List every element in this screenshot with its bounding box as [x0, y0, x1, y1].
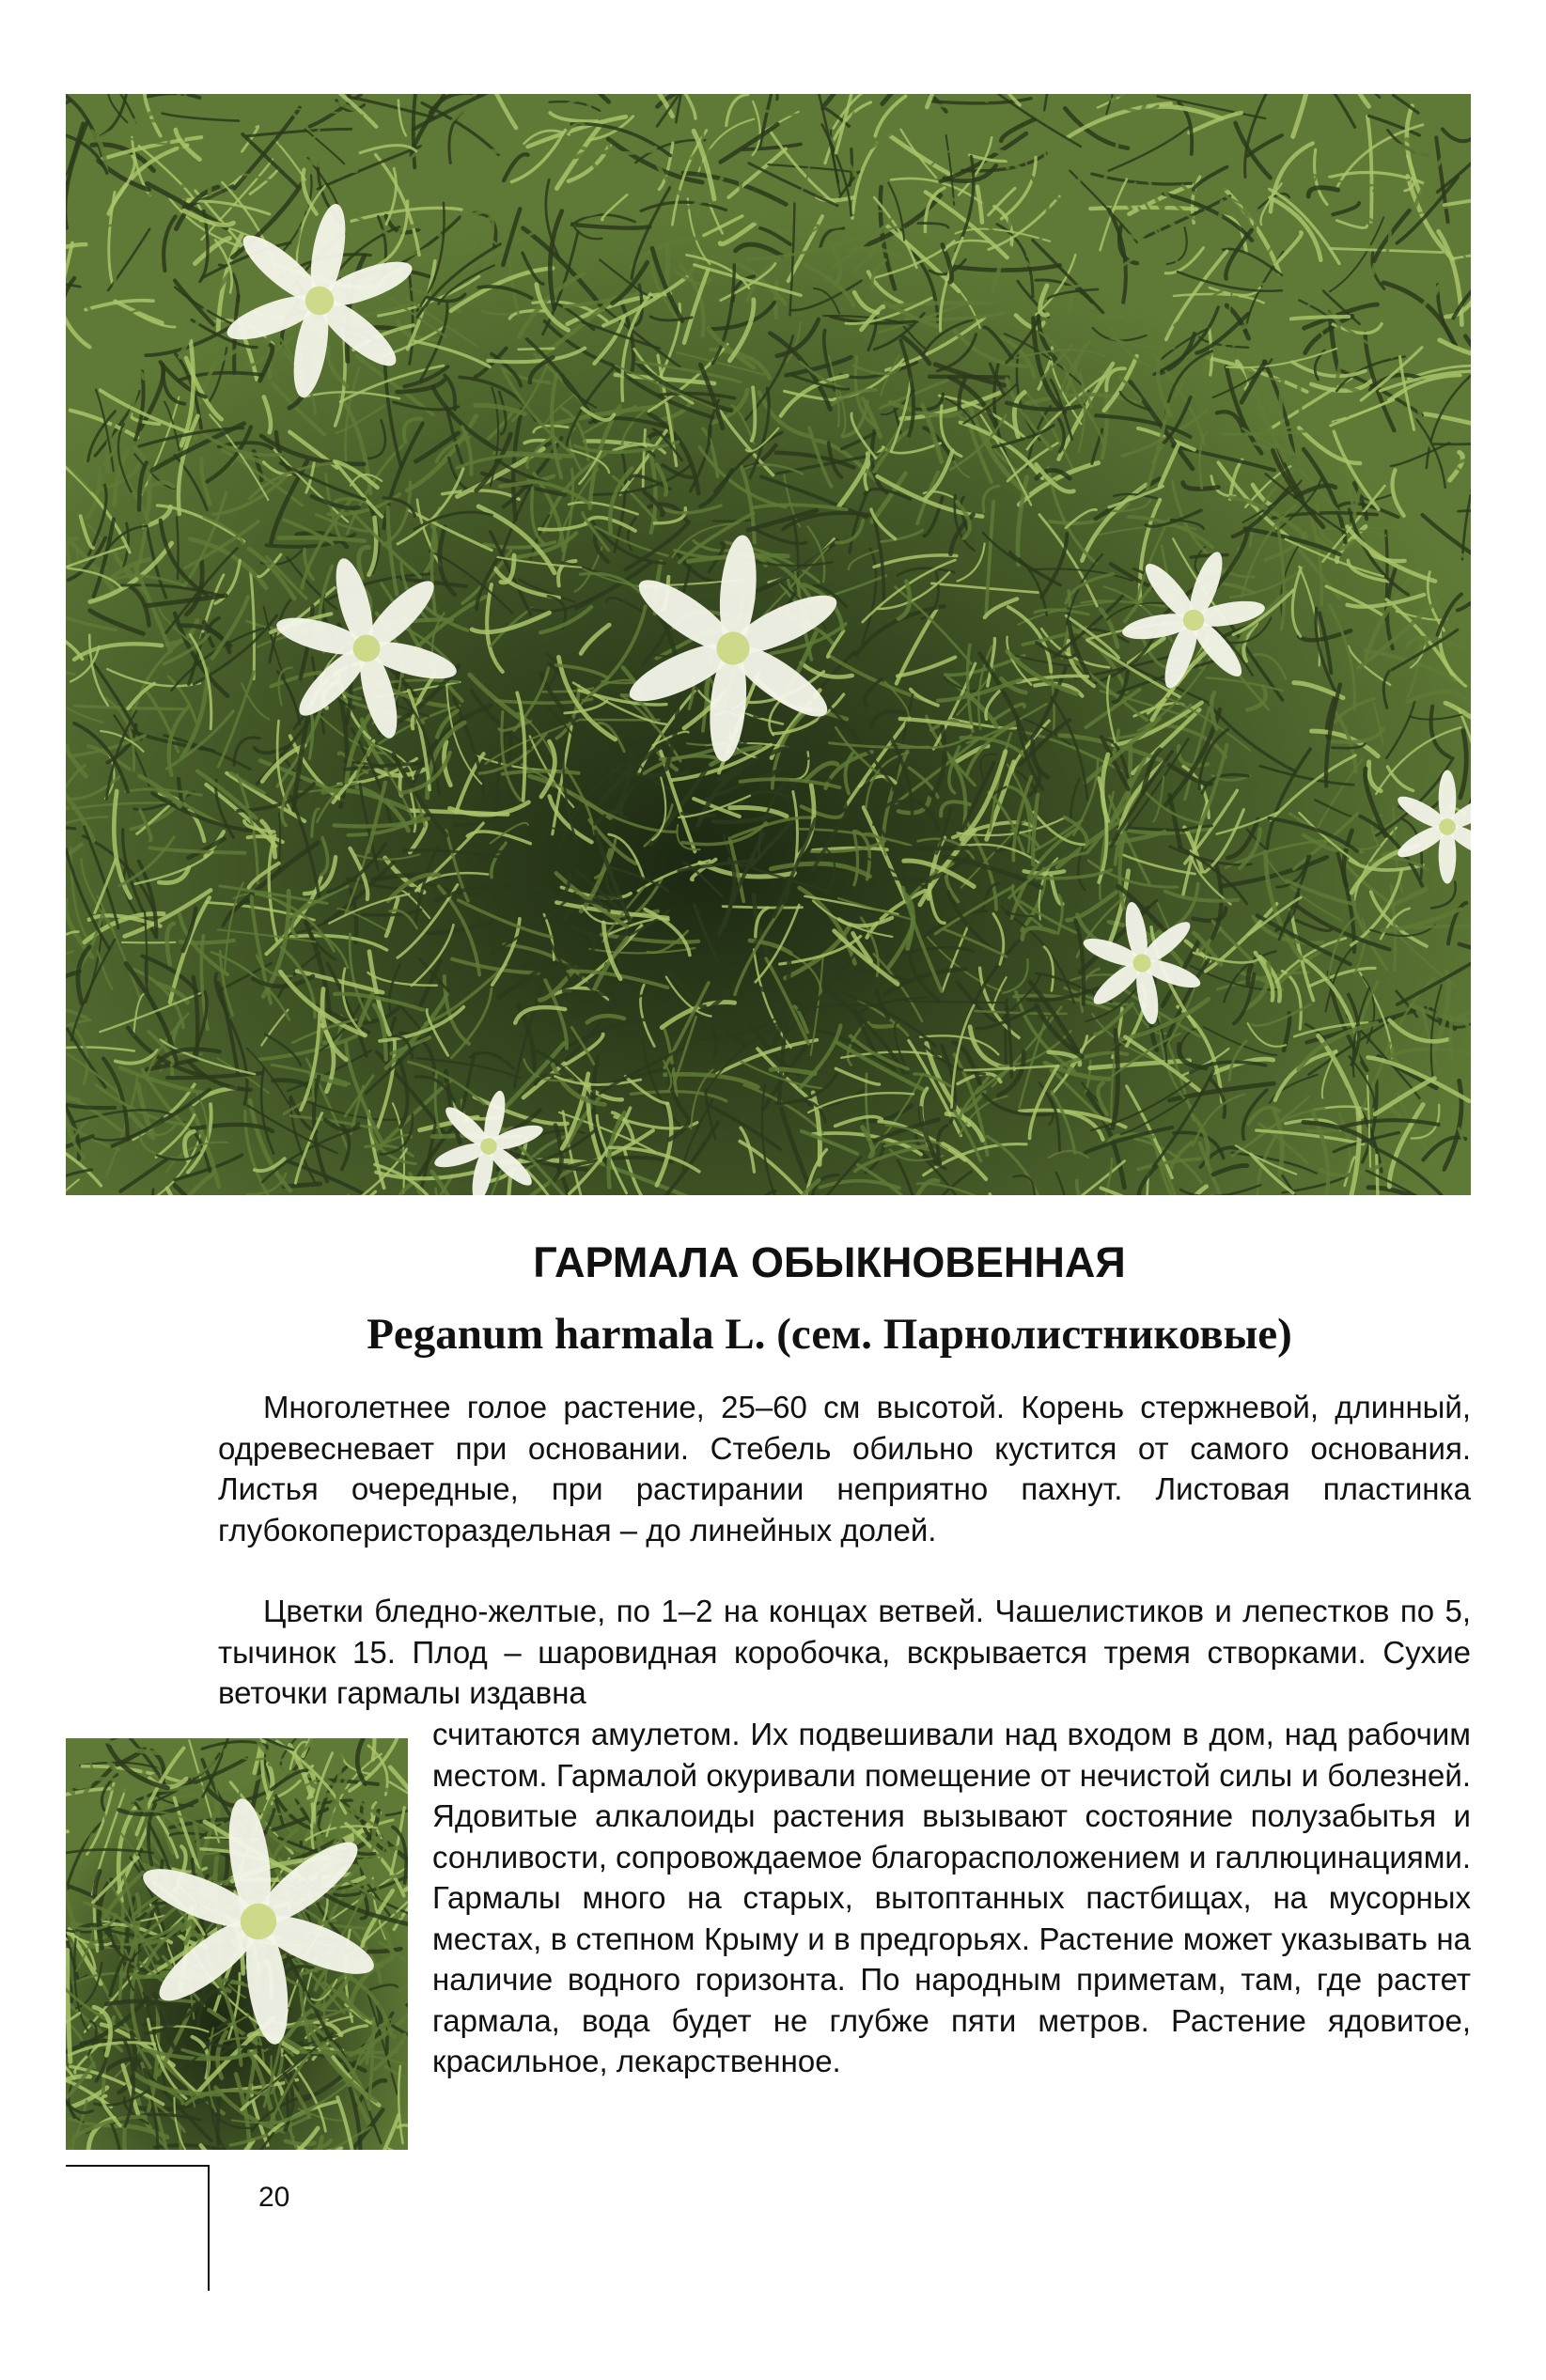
- description-paragraph-1: Многолетнее голое растение, 25–60 см высотой. Корень стержневой, длинный, одревесневает при основании. Стебель обильно кустится от самого основания. Листья очередные, при растирании неприятно пахнут. Листовая пластинка глубокоперистораздельная – до линейных долей.: [218, 1390, 1471, 1548]
- flower-closeup-photo: [66, 1738, 408, 2150]
- main-plant-photo: [66, 94, 1471, 1195]
- page-corner-rule-vertical: [208, 2165, 210, 2291]
- page-corner-rule-horizontal: [66, 2165, 209, 2167]
- description-paragraph-2: Цветки бледно-желтые, по 1–2 на концах ветвей. Чашелистиков и лепестков по 5, тычинок 15. Плод – шаровидная коробочка, вскрывается тремя створками. Сухие веточки гармалы издавна: [218, 1594, 1471, 1710]
- description-paragraph-2-continued: считаются амулетом. Их подвешивали над входом в дом, над рабочим местом. Гармалой окуривали помещение от нечистой силы и болезней. Ядовитые алкалоиды растения вызывают состояние полузабытья и сонливости, сопровождаемое благорасположением и галлюцинациями. Гармалы много на старых, вытоптанных пастбищах, на мусорных местах, в степном Крыму и в предгорьях. Растение может указывать на наличие водного горизонта. По народным приметам, там, где растет гармала, вода будет не глубже пяти метров. Растение ядовитое, красильное, лекарственное.: [432, 1717, 1471, 2078]
- page-number: 20: [258, 2182, 290, 2213]
- title-russian: ГАРМАЛА ОБЫКНОВЕННАЯ: [533, 1238, 1126, 1286]
- title-latin: Peganum harmala L. (сем. Парнолистниковые): [367, 1310, 1292, 1359]
